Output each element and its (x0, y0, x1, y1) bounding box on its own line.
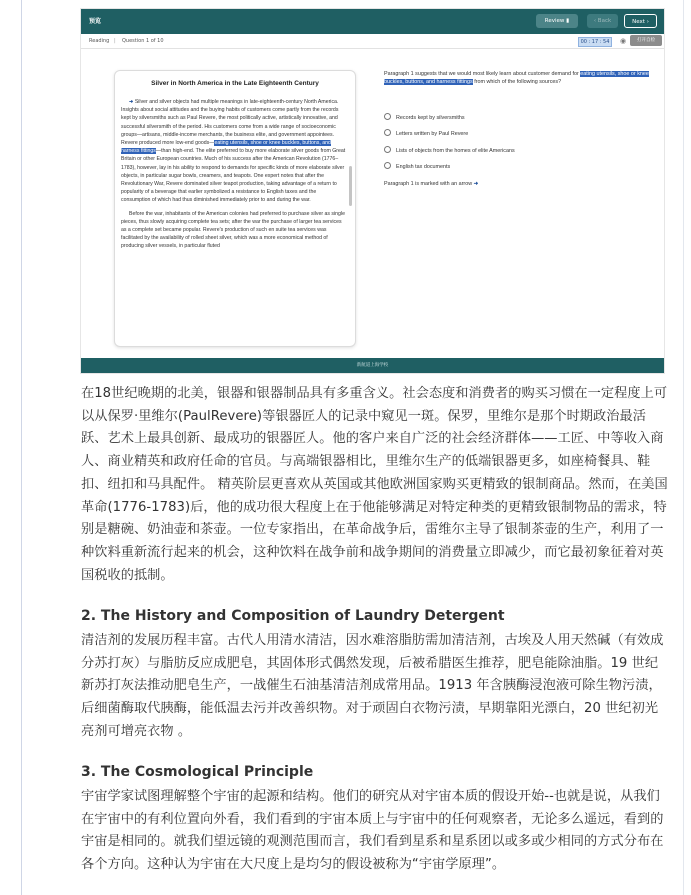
next-label: Next (632, 19, 645, 25)
open-check-button[interactable]: 打开自检 (630, 35, 662, 46)
section-heading-laundry: 2. The History and Composition of Laundry Detergent (81, 608, 505, 624)
arrow-right-icon: ➜ (473, 181, 479, 187)
test-footer (81, 358, 664, 373)
passage-title: Silver in North America in the Late Eighteenth Century (151, 80, 319, 87)
cosmology-paragraph: 宇宙学家试图理解整个宇宙的起源和结构。他们的研究从对宇宙本质的假设开始--也就是说，从我们在宇宙中的有利位置向外看，我们看到的宇宙本质上与宇宙中的任何观察者，无论多么遥远，看到的宇宙是相同的。就我们望远镜的观测范围而言，我们看到星系和星系团以或多或少相同的方式分布在各个方向。这种认为宇宙在大尺度上是均匀的假设被称为“宇宙学原理”。 (81, 789, 664, 873)
embedded-screenshot (81, 9, 664, 373)
bookmark-icon: ▮ (566, 18, 570, 24)
chevron-left-icon: ‹ (593, 18, 597, 24)
highlighted-phrase: eating utensils, shoe or knee buckles, buttons, and harness fittings (121, 140, 331, 155)
laundry-paragraph: 清洁剂的发展历程丰富。古代人用清水清洁，因水难溶脂肪需加清洁剂，古埃及人用天然碱（有效成分苏打灰）与脂肪反应成肥皂，其固体形式偶然发现，后被希腊医生推荐，肥皂能除油脂。19 世纪新苏打灰法推动肥皂生产，一战催生石油基清洁剂成常用品。1913 年含胰酶浸泡液可除生物污渍，后细菌酶取代胰酶，能低温去污并改善织物。对于顽固白衣物污渍，早期靠阳光漂白，20 世纪初光亮剂可增亮衣物 。 (81, 633, 664, 739)
next-button[interactable] (624, 14, 657, 28)
review-button[interactable] (536, 14, 578, 28)
answer-option-c[interactable]: Lists of objects from the homes of elite Americans (384, 146, 515, 154)
review-label: Review (544, 18, 565, 24)
right-border-line (683, 0, 684, 895)
timer: 00 : 17 : 54 (578, 37, 612, 47)
intro-translation: 在18世纪晚期的北美，银器和银器制品具有多重含义。社会态度和消费者的购买习惯在一定程度上可以从保罗·里维尔(PaulRevere)等银器匠人的记录中窥见一斑。保罗，里维尔是那个时期政治最活跃、艺术上最具创新、最成功的银器匠人。他的客户来自广泛的社会经济群体——工匠、中等收入商人、商业精英和政府任命的官员。与高端银器相比，里维尔生产的低端银器更多，如座椅餐具、鞋扣、纽扣和马具配件。 精英阶层更喜欢从英国或其他欧洲国家购买更精致的银制商品。然而，在美国革命(1776-1783)后，他的成功很大程度上在于他能够满足对特定种类的更精致银制物品的需求，特别是糖碗、奶油壶和茶壶。一位专家指出，在革命战争后，雷维尔主导了银制茶壶的生产，利用了一种饮料重新流行起来的机会，这种饮料在战争前和战争期间的消费量立即减少，而它最初象征着对英国税收的抵制。 (81, 386, 668, 583)
preview-title: 预览 (89, 18, 102, 25)
left-border-line (21, 0, 22, 895)
test-toolbar (81, 9, 664, 34)
status-bar (81, 34, 664, 49)
passage-body (121, 98, 347, 256)
passage-panel (114, 70, 356, 347)
back-button[interactable] (587, 14, 618, 28)
question-counter: Question 1 of 10 (122, 38, 164, 44)
passage-scrollbar[interactable] (349, 166, 352, 206)
answer-option-a[interactable]: Records kept by silversmiths (384, 113, 465, 121)
radio-icon[interactable] (384, 146, 391, 153)
back-label: Back (597, 18, 612, 24)
question-highlight: eating utensils, shoe or knee buckles, buttons, and harness fittings (384, 71, 649, 85)
arrow-note: Paragraph 1 is marked with an arrow ➜ (384, 181, 479, 187)
eye-icon[interactable]: ◉ (620, 37, 627, 45)
radio-icon[interactable] (384, 162, 391, 169)
section-label: Reading (89, 38, 110, 44)
arrow-right-icon: ➜ (129, 99, 134, 105)
chevron-right-icon: › (646, 19, 649, 25)
passage-paragraph-1: ➜ Silver and silver objects had multiple meanings in late-eighteenth-century North America. Insights about social attitudes and the buying habits of customers come partly from the records kept by silversmiths such as Paul Revere, the most politically active, artistically innovative, and successful silversmith of the period. His customers come from a wide range of socioeconomic groups—artisans, middle-income merchants, the business elite, and government appointees. Revere produced more low-end goods—eating utensils, shoe or knee buckles, buttons, and harness fittings—than high-end. The elite preferred to buy more elaborate silver goods from Great Britain or other European countries. Much of his success after the American Revolution (1776–1783), however, lay in his ability to respond to demands for specific kinds of more elaborate silver objects, in particular sugar bowls, creamers, and teapots. One expert notes that after the Revolutionary War, Revere dominated silver teapot production, taking advantage of a return to popularity of a beverage that earlier symbolized a resistance to English taxes and the consumption of which had thus diminished immediately prior to and during the war. (121, 99, 346, 204)
footer-text: 新航道上海学校 (356, 363, 389, 368)
radio-icon[interactable] (384, 129, 391, 136)
separator: | (114, 38, 116, 44)
answer-option-b[interactable]: Letters written by Paul Revere (384, 129, 468, 137)
passage-paragraph-2: Before the war, inhabitants of the American colonies had preferred to purchase silver as single pieces, thus slowly acquiring complete tea sets; after the war the purchase of larger tea services as a complete set became popular. Revere's production of such en suite tea services was facilitated by the availability of rolled sheet silver, which was a more economical method of producing silver vessels, in particular fluted (121, 210, 345, 250)
radio-icon[interactable] (384, 113, 391, 120)
question-text: Paragraph 1 suggests that we would most likely learn about customer demand for eating utensils, shoe or knee buckles, buttons, and harness fittings from which of the following sources? (384, 71, 649, 85)
answer-option-d[interactable]: English tax documents (384, 162, 450, 170)
section-heading-cosmology: 3. The Cosmological Principle (81, 764, 314, 780)
